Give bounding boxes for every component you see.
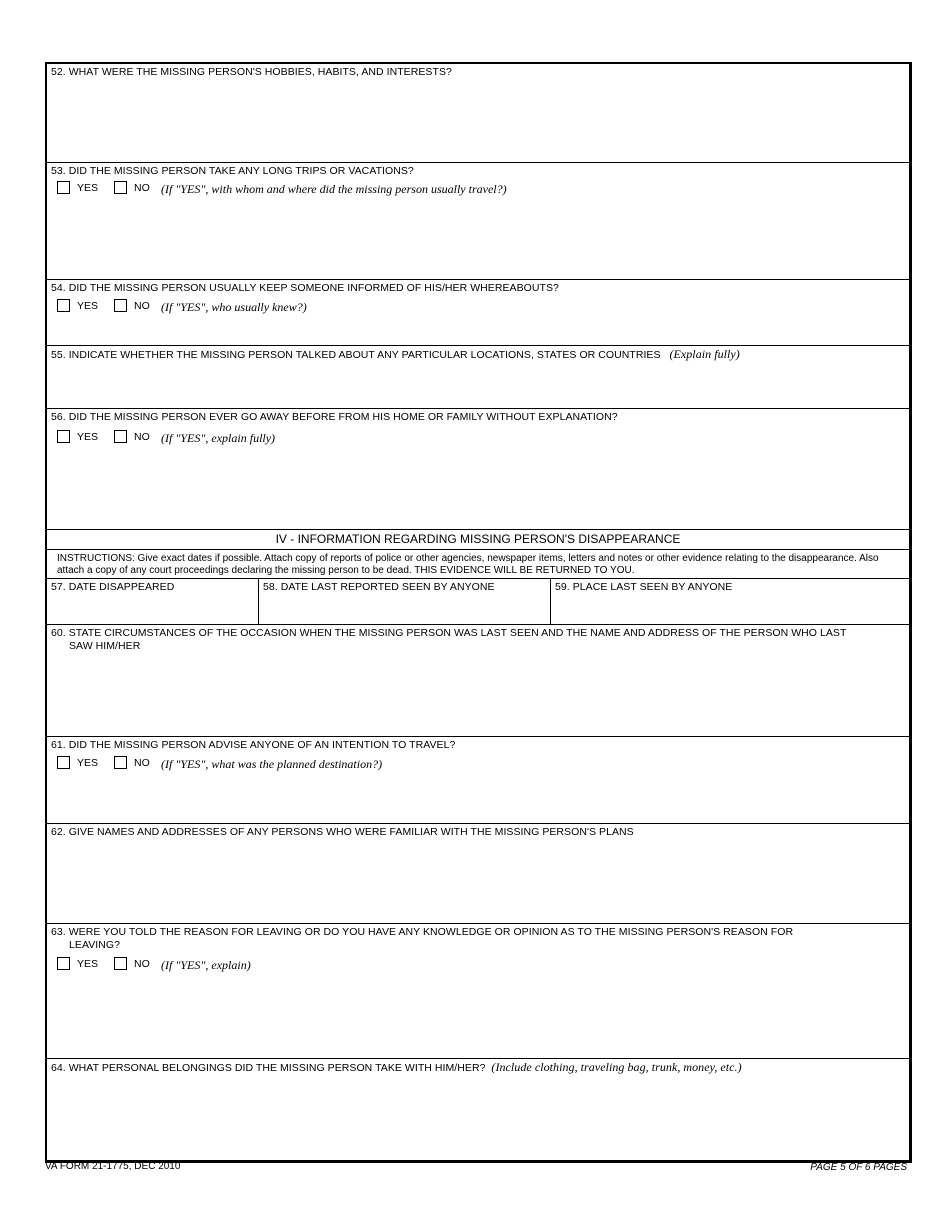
question-64-label	[51, 1061, 742, 1075]
q53-yes-checkbox[interactable]	[57, 181, 98, 194]
question-59[interactable]	[551, 579, 909, 624]
no-label: NO	[134, 299, 150, 312]
q54-note: (If "YES", who usually knew?)	[161, 300, 307, 314]
instructions-text: INSTRUCTIONS: Give exact dates if possible. Attach copy of reports of police or other agencies, newspaper items, letters and notes or other evidence relating to the disappearance. Also attach a copy of any court proceedings declaring the missing person to be dead. THIS EVIDENCE WILL BE RETURNED TO YOU.	[57, 553, 879, 576]
no-label: NO	[134, 181, 150, 194]
yes-label: YES	[77, 756, 99, 769]
question-52[interactable]	[47, 64, 909, 163]
q54-yes-checkbox[interactable]	[57, 299, 98, 312]
q56-yes-checkbox[interactable]	[57, 430, 98, 443]
question-54[interactable]	[47, 280, 909, 346]
question-62[interactable]	[47, 824, 909, 924]
q61-no-checkbox[interactable]	[114, 756, 150, 769]
question-58-label: 58. DATE LAST REPORTED SEEN BY ANYONE	[263, 581, 495, 593]
row-57-59	[47, 579, 909, 625]
question-61[interactable]	[47, 737, 909, 824]
q53-note: (If "YES", with whom and where did the missing person usually travel?)	[161, 182, 507, 196]
q54-no-checkbox[interactable]	[114, 299, 150, 312]
question-61-label: 61. DID THE MISSING PERSON ADVISE ANYONE OF AN INTENTION TO TRAVEL?	[51, 739, 456, 751]
no-label: NO	[134, 430, 150, 443]
question-55-label	[51, 348, 740, 362]
q55-note: (Explain fully)	[669, 347, 740, 361]
q61-yes-checkbox[interactable]	[57, 756, 98, 769]
section-4-instructions	[47, 550, 909, 579]
page-number: PAGE 5 OF 6 PAGES	[810, 1162, 907, 1173]
section-4-header	[47, 530, 909, 550]
question-60[interactable]	[47, 625, 909, 737]
section-4-title: IV - INFORMATION REGARDING MISSING PERSON'S DISAPPEARANCE	[275, 532, 681, 546]
question-55-text: 55. INDICATE WHETHER THE MISSING PERSON TALKED ABOUT ANY PARTICULAR LOCATIONS, STATES OR COUNTRIES	[51, 349, 661, 361]
question-58[interactable]	[259, 579, 551, 624]
question-53[interactable]	[47, 163, 909, 280]
question-63-text: 63. WERE YOU TOLD THE REASON FOR LEAVING OR DO YOU HAVE ANY KNOWLEDGE OR OPINION AS TO THE MISSING PERSON'S REASON FOR	[51, 926, 794, 938]
question-57-label: 57. DATE DISAPPEARED	[51, 581, 175, 593]
question-63-label	[51, 926, 793, 952]
form-page	[45, 62, 912, 1163]
question-64[interactable]	[47, 1059, 909, 1160]
yes-label: YES	[77, 957, 99, 970]
question-54-label: 54. DID THE MISSING PERSON USUALLY KEEP SOMEONE INFORMED OF HIS/HER WHEREABOUTS?	[51, 282, 559, 294]
question-52-label: 52. WHAT WERE THE MISSING PERSON'S HOBBIES, HABITS, AND INTERESTS?	[51, 66, 452, 78]
question-63-text-cont: LEAVING?	[69, 939, 120, 951]
question-60-text-cont: SAW HIM/HER	[69, 640, 141, 652]
q56-no-checkbox[interactable]	[114, 430, 150, 443]
form-identifier: VA FORM 21-1775, DEC 2010	[45, 1161, 181, 1172]
question-59-label: 59. PLACE LAST SEEN BY ANYONE	[555, 581, 733, 593]
question-60-text: 60. STATE CIRCUMSTANCES OF THE OCCASION WHEN THE MISSING PERSON WAS LAST SEEN AND THE NAME AND ADDRESS OF THE PERSON WHO LAST	[51, 627, 847, 639]
question-63[interactable]	[47, 924, 909, 1059]
question-56[interactable]	[47, 409, 909, 530]
q63-no-checkbox[interactable]	[114, 957, 150, 970]
no-label: NO	[134, 957, 150, 970]
yes-label: YES	[77, 430, 99, 443]
question-53-label: 53. DID THE MISSING PERSON TAKE ANY LONG TRIPS OR VACATIONS?	[51, 165, 414, 177]
no-label: NO	[134, 756, 150, 769]
question-56-label: 56. DID THE MISSING PERSON EVER GO AWAY BEFORE FROM HIS HOME OR FAMILY WITHOUT EXPLANATION?	[51, 411, 618, 423]
question-64-text: 64. WHAT PERSONAL BELONGINGS DID THE MISSING PERSON TAKE WITH HIM/HER?	[51, 1062, 486, 1074]
yes-label: YES	[77, 181, 99, 194]
q63-note: (If "YES", explain)	[161, 958, 251, 972]
q64-note: (Include clothing, traveling bag, trunk, money, etc.)	[491, 1060, 742, 1074]
question-60-label	[51, 627, 846, 653]
q56-note: (If "YES", explain fully)	[161, 431, 276, 445]
yes-label: YES	[77, 299, 99, 312]
q61-note: (If "YES", what was the planned destination?)	[161, 757, 383, 771]
q53-no-checkbox[interactable]	[114, 181, 150, 194]
question-55[interactable]	[47, 346, 909, 409]
question-57[interactable]	[47, 579, 259, 624]
question-62-label: 62. GIVE NAMES AND ADDRESSES OF ANY PERSONS WHO WERE FAMILIAR WITH THE MISSING PERSON'S PLANS	[51, 826, 634, 838]
q63-yes-checkbox[interactable]	[57, 957, 98, 970]
